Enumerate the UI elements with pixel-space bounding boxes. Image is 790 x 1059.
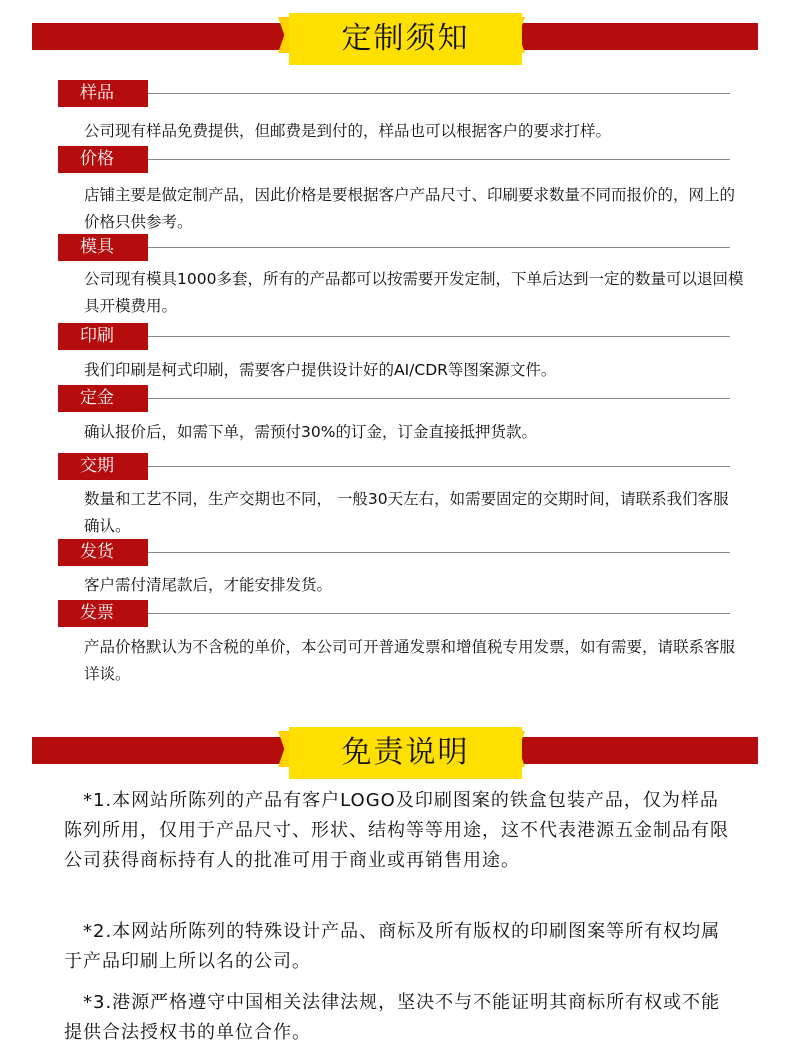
section-text-mold: 公司现有模具1000多套，所有的产品都可以按需要开发定制，下单后达到一定的数量可以退回模具开模费用。 (84, 270, 744, 315)
notice-title: 定制须知 (289, 13, 522, 65)
section-rule (148, 336, 730, 337)
section-rule (148, 93, 730, 94)
section-tag-price: 价格 (58, 146, 148, 173)
section-text-print: 我们印刷是柯式印刷，需要客户提供设计好的AI/CDR等图案源文件。 (84, 361, 557, 379)
section-tag-shipping: 发货 (58, 539, 148, 566)
disclaimer-title: 免责说明 (289, 727, 522, 779)
section-text-price: 店铺主要是做定制产品，因此价格是要根据客户产品尺寸、印刷要求数量不同而报价的，网上的价格只供参考。 (84, 186, 736, 231)
disclaimer-paragraph-3: *3.港源严格遵守中国相关法律法规，坚决不与不能证明其商标所有权或不能提供合法授权书的单位合作。 (64, 992, 721, 1043)
section-text-shipping: 客户需付清尾款后，才能安排发货。 (84, 576, 333, 594)
section-rule (148, 466, 730, 467)
section-text-deposit: 确认报价后，如需下单，需预付30%的订金，订金直接抵押货款。 (84, 423, 537, 441)
disclaimer-banner (0, 727, 790, 787)
section-text-delivery-time: 数量和工艺不同，生产交期也不同， 一般30天左右，如需要固定的交期时间，请联系我们客服确认。 (84, 490, 729, 535)
section-text-invoice: 产品价格默认为不含税的单价，本公司可开普通发票和增值税专用发票，如有需要，请联系客服详谈。 (84, 638, 736, 683)
disclaimer-paragraph-2: *2.本网站所陈列的特殊设计产品、商标及所有版权的印刷图案等所有权均属于产品印刷上所以名的公司。 (64, 921, 721, 972)
section-tag-deposit: 定金 (58, 385, 148, 412)
section-tag-print: 印刷 (58, 323, 148, 350)
section-tag-invoice: 发票 (58, 600, 148, 627)
section-rule (148, 398, 730, 399)
disclaimer-paragraph-1: *1.本网站所陈列的产品有客户LOGO及印刷图案的铁盒包装产品，仅为样品陈列所用，仅用于产品尺寸、形状、结构等等用途，这不代表港源五金制品有限公司获得商标持有人的批准可用于商业或再销售用途。 (64, 790, 729, 871)
section-text-sample: 公司现有样品免费提供，但邮费是到付的，样品也可以根据客户的要求打样。 (84, 122, 612, 140)
section-tag-sample: 样品 (58, 80, 148, 107)
section-rule (148, 159, 730, 160)
section-tag-delivery-time: 交期 (58, 453, 148, 480)
section-rule (148, 613, 730, 614)
section-tag-mold: 模具 (58, 234, 148, 261)
section-rule (148, 552, 730, 553)
section-rule (148, 247, 730, 248)
notice-banner (0, 13, 790, 73)
